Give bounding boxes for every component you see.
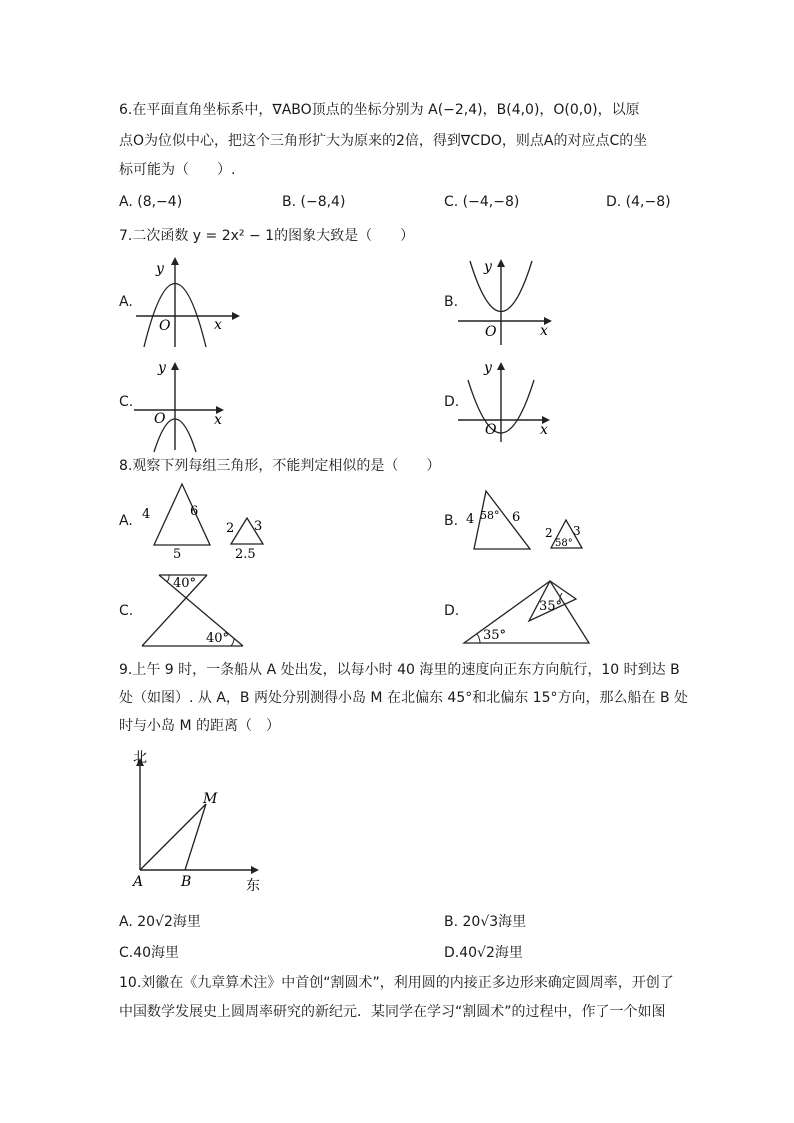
point-b-label: B [181, 874, 192, 890]
q7-option-c[interactable]: C. [119, 394, 134, 410]
angle-label: 35° [483, 628, 507, 643]
north-label: 北 [133, 750, 147, 766]
q8-option-b[interactable]: B. [444, 513, 459, 529]
side-label: 3 [254, 519, 263, 534]
angle-label: 58° [480, 509, 500, 522]
side-label: 6 [190, 504, 199, 519]
q7-graph-d [456, 360, 556, 450]
q8-figure-b [456, 485, 596, 555]
q6-option-b[interactable]: B. (−8,4) [282, 194, 346, 210]
side-label: 5 [173, 547, 182, 562]
q9-line-2: 处（如图）. 从 A，B 两处分别测得小岛 M 在北偏东 45°和北偏东 15°方向，那么船在 B 处 [119, 690, 688, 706]
point-a-label: A [133, 874, 144, 890]
q7-option-b[interactable]: B. [444, 294, 459, 310]
q6-option-a[interactable]: A. (8,−4) [119, 194, 183, 210]
side-label: 4 [466, 512, 475, 527]
x-axis-label: x [540, 422, 548, 438]
q7-graph-c [130, 360, 235, 455]
q7-graph-a [130, 255, 240, 350]
origin-label: O [485, 324, 497, 340]
angle-label: 40° [206, 631, 230, 646]
side-label: 2 [226, 521, 235, 536]
x-axis-label: x [540, 323, 548, 339]
q10-line-1: 10.刘徽在《九章算术注》中首创“割圆术”，利用圆的内接正多边形来确定圆周率，开创了 [119, 975, 674, 991]
q7-graph-b [456, 257, 556, 347]
q8-option-d[interactable]: D. [444, 603, 460, 619]
side-label: 2.5 [235, 547, 256, 562]
y-axis-label: y [484, 360, 492, 376]
x-axis-label: x [214, 412, 222, 428]
q9-option-d[interactable]: D.40√2海里 [444, 945, 523, 961]
angle-label: 40° [173, 576, 197, 591]
y-axis-label: y [484, 259, 492, 275]
origin-label: O [159, 318, 171, 334]
q7-option-d[interactable]: D. [444, 394, 460, 410]
q9-option-c[interactable]: C.40海里 [119, 945, 180, 961]
y-axis-label: y [158, 360, 166, 376]
q9-line-3: 时与小岛 M 的距离（ ） [119, 718, 280, 734]
side-label: 3 [573, 524, 581, 538]
q9-option-b[interactable]: B. 20√3海里 [444, 914, 527, 930]
q8-figure-c [135, 570, 255, 650]
q7-option-a[interactable]: A. [119, 294, 133, 310]
q6-line-3: 标可能为（ ）. [119, 162, 236, 178]
q8-figure-a [130, 480, 280, 560]
q8-option-c[interactable]: C. [119, 603, 134, 619]
angle-label: 58° [555, 538, 573, 549]
q9-figure [125, 748, 275, 896]
east-label: 东 [246, 878, 260, 894]
y-axis-label: y [156, 261, 164, 277]
q10-line-2: 中国数学发展史上圆周率研究的新纪元．某同学在学习“割圆术”的过程中，作了一个如图 [119, 1004, 666, 1020]
side-label: 2 [545, 526, 553, 540]
q9-option-a[interactable]: A. 20√2海里 [119, 914, 201, 930]
q7-stem: 7.二次函数 y = 2x² − 1的图象大致是（ ） [119, 228, 415, 244]
q8-stem: 8.观察下列每组三角形，不能判定相似的是（ ） [119, 458, 441, 474]
angle-label: 35° [539, 599, 563, 614]
side-label: 4 [142, 507, 151, 522]
q6-option-d[interactable]: D. (4,−8) [606, 194, 671, 210]
q6-line-2: 点O为位似中心，把这个三角形扩大为原来的2倍，得到∇CDO，则点A的对应点C的坐 [119, 133, 648, 149]
q8-option-a[interactable]: A. [119, 513, 133, 529]
x-axis-label: x [214, 317, 222, 333]
q9-line-1: 9.上午 9 时，一条船从 A 处出发，以每小时 40 海里的速度向正东方向航行，10 时到达 B [119, 662, 680, 678]
point-m-label: M [203, 791, 218, 807]
origin-label: O [154, 411, 166, 427]
q6-option-c[interactable]: C. (−4,−8) [444, 194, 520, 210]
q6-line-1: 6.在平面直角坐标系中，∇ABO顶点的坐标分别为 A(−2,4)，B(4,0)，O(0,0)，以原 [119, 102, 640, 118]
q8-figure-d [460, 575, 595, 650]
origin-label: O [485, 422, 497, 438]
side-label: 6 [512, 510, 521, 525]
